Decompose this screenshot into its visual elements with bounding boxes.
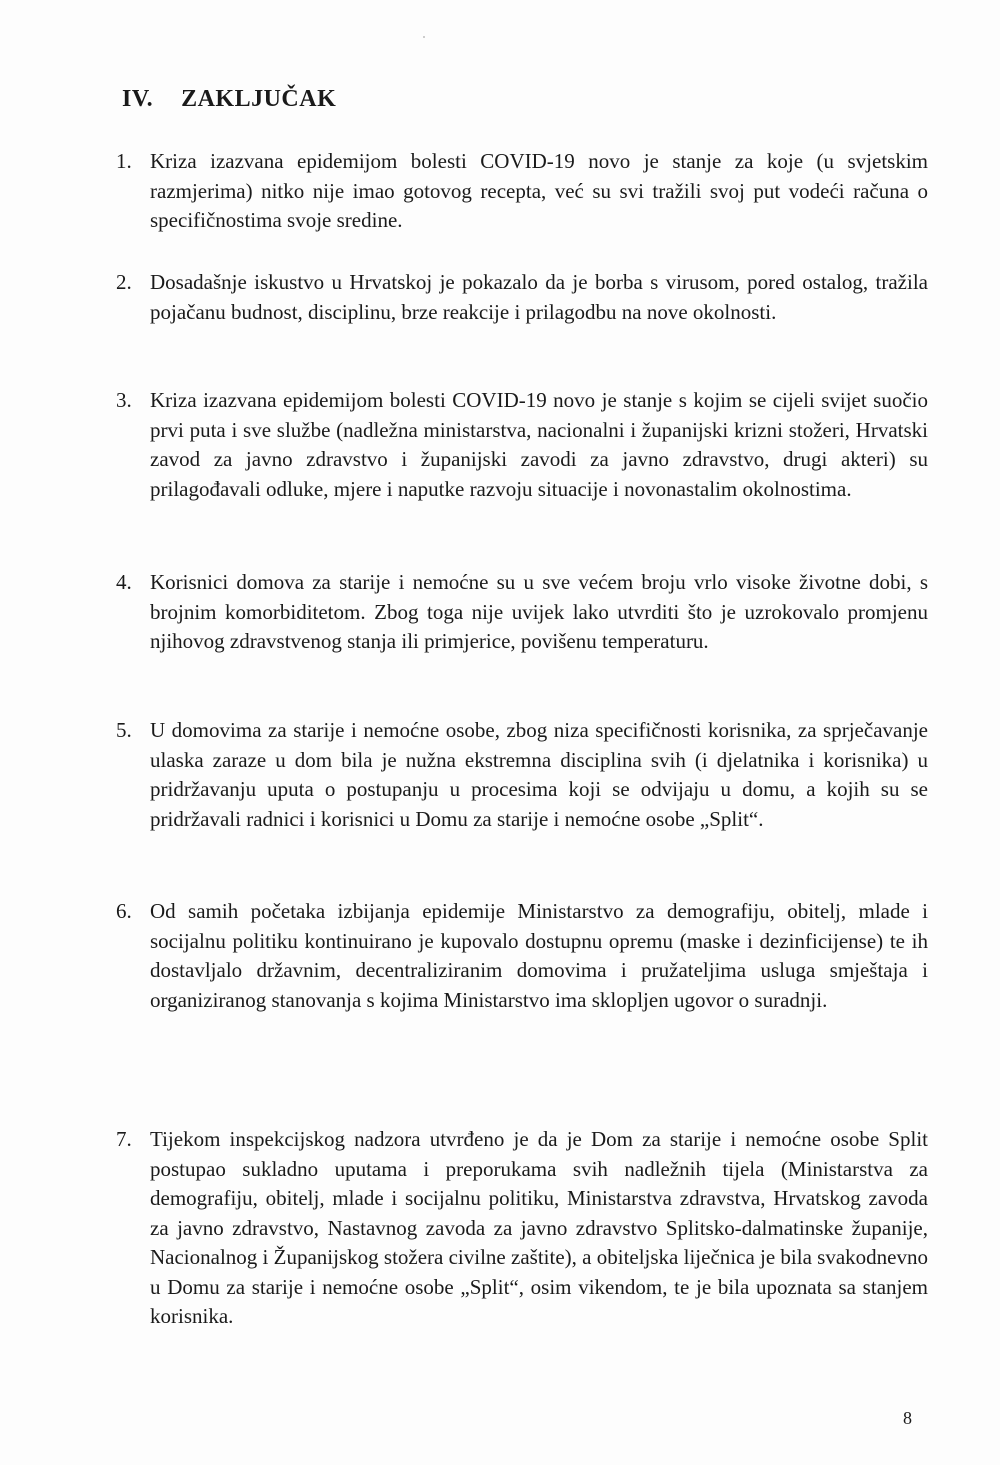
- list-item-text: U domovima za starije i nemoćne osobe, zbog niza specifičnosti korisnika, za sprječavanje ulaska zaraze u dom bila je nužna ekstremna disciplina svih (i djelatnika i korisnika) u pridržavanju uputa o postupanju u procesima koji se odvijaju u domu, a kojih su se pridržavali radnici i korisnici u Domu za starije i nemoćne osobe „Split“.: [150, 718, 928, 831]
- section-heading: [122, 86, 336, 113]
- list-item-text: Kriza izazvana epidemijom bolesti COVID-19 novo je stanje s kojim se cijeli svijet suočio prvi puta i sve službe (nadležna ministarstva, nacionalni i županijski krizni stožeri, Hrvatski zavod za javno zdravstvo i županijski zavodi za javno zdravstvo, drugi akteri) su prilagođavali odluke, mjere i naputke razvoju situacije i novonastalim okolnostima.: [150, 388, 928, 501]
- list-item-text: Dosadašnje iskustvo u Hrvatskoj je pokazalo da je borba s virusom, pored ostalog, tražila pojačanu budnost, disciplinu, brze reakcije i prilagodbu na nove okolnosti.: [150, 270, 928, 324]
- list-item-number: 1.: [116, 149, 132, 173]
- list-item-3: [116, 386, 928, 504]
- list-item-text: Korisnici domova za starije i nemoćne su u sve većem broju vrlo visoke životne dobi, s brojnim komorbiditetom. Zbog toga nije uvijek lako utvrditi što je uzrokovalo promjenu njihovog zdravstvenog stanja ili primjerice, povišenu temperaturu.: [150, 570, 928, 653]
- list-item-7: [116, 1125, 928, 1332]
- list-item-number: 2.: [116, 270, 132, 294]
- list-item-number: 7.: [116, 1127, 132, 1151]
- list-item-4: [116, 568, 928, 657]
- list-item-number: 4.: [116, 570, 132, 594]
- list-item-1: [116, 147, 928, 236]
- list-item-text: Od samih početaka izbijanja epidemije Ministarstvo za demografiju, obitelj, mlade i socijalnu politiku kontinuirano je kupovalo dostupnu opremu (maske i dezinficijense) te ih dostavljalo državnim, decentraliziranim domovima i pružateljima usluga smještaja i organiziranog stanovanja s kojima Ministarstvo ima sklopljen ugovor o suradnji.: [150, 899, 928, 1012]
- list-item-number: 3.: [116, 388, 132, 412]
- list-item-5: [116, 716, 928, 834]
- list-item-6: [116, 897, 928, 1015]
- list-item-text: Tijekom inspekcijskog nadzora utvrđeno je da je Dom za starije i nemoćne osobe Split postupao sukladno uputama i preporukama svih nadležnih tijela (Ministarstva za demografiju, obitelj, mlade i socijalnu politiku, Ministarstva zdravstva, Hrvatskog zavoda za javno zdravstvo, Nastavnog zavoda za javno zdravstvo Splitsko-dalmatinske županije, Nacionalnog i Županijskog stožera civilne zaštite), a obiteljska liječnica je bila svakodnevno u Domu za starije i nemoćne osobe „Split“, osim vikendom, te je bila upoznata sa stanjem korisnika.: [150, 1127, 928, 1328]
- page-number: 8: [903, 1408, 912, 1428]
- list-item-number: 6.: [116, 899, 132, 923]
- list-item-text: Kriza izazvana epidemijom bolesti COVID-19 novo je stanje za koje (u svjetskim razmjerima) nitko nije imao gotovog recepta, već su svi tražili svoj put vodeći računa o specifičnostima svoje sredine.: [150, 149, 928, 232]
- list-item-2: [116, 268, 928, 327]
- section-number: IV.: [122, 86, 154, 112]
- list-item-number: 5.: [116, 718, 132, 742]
- scan-speck: [423, 36, 425, 38]
- section-title: ZAKLJUČAK: [181, 86, 337, 112]
